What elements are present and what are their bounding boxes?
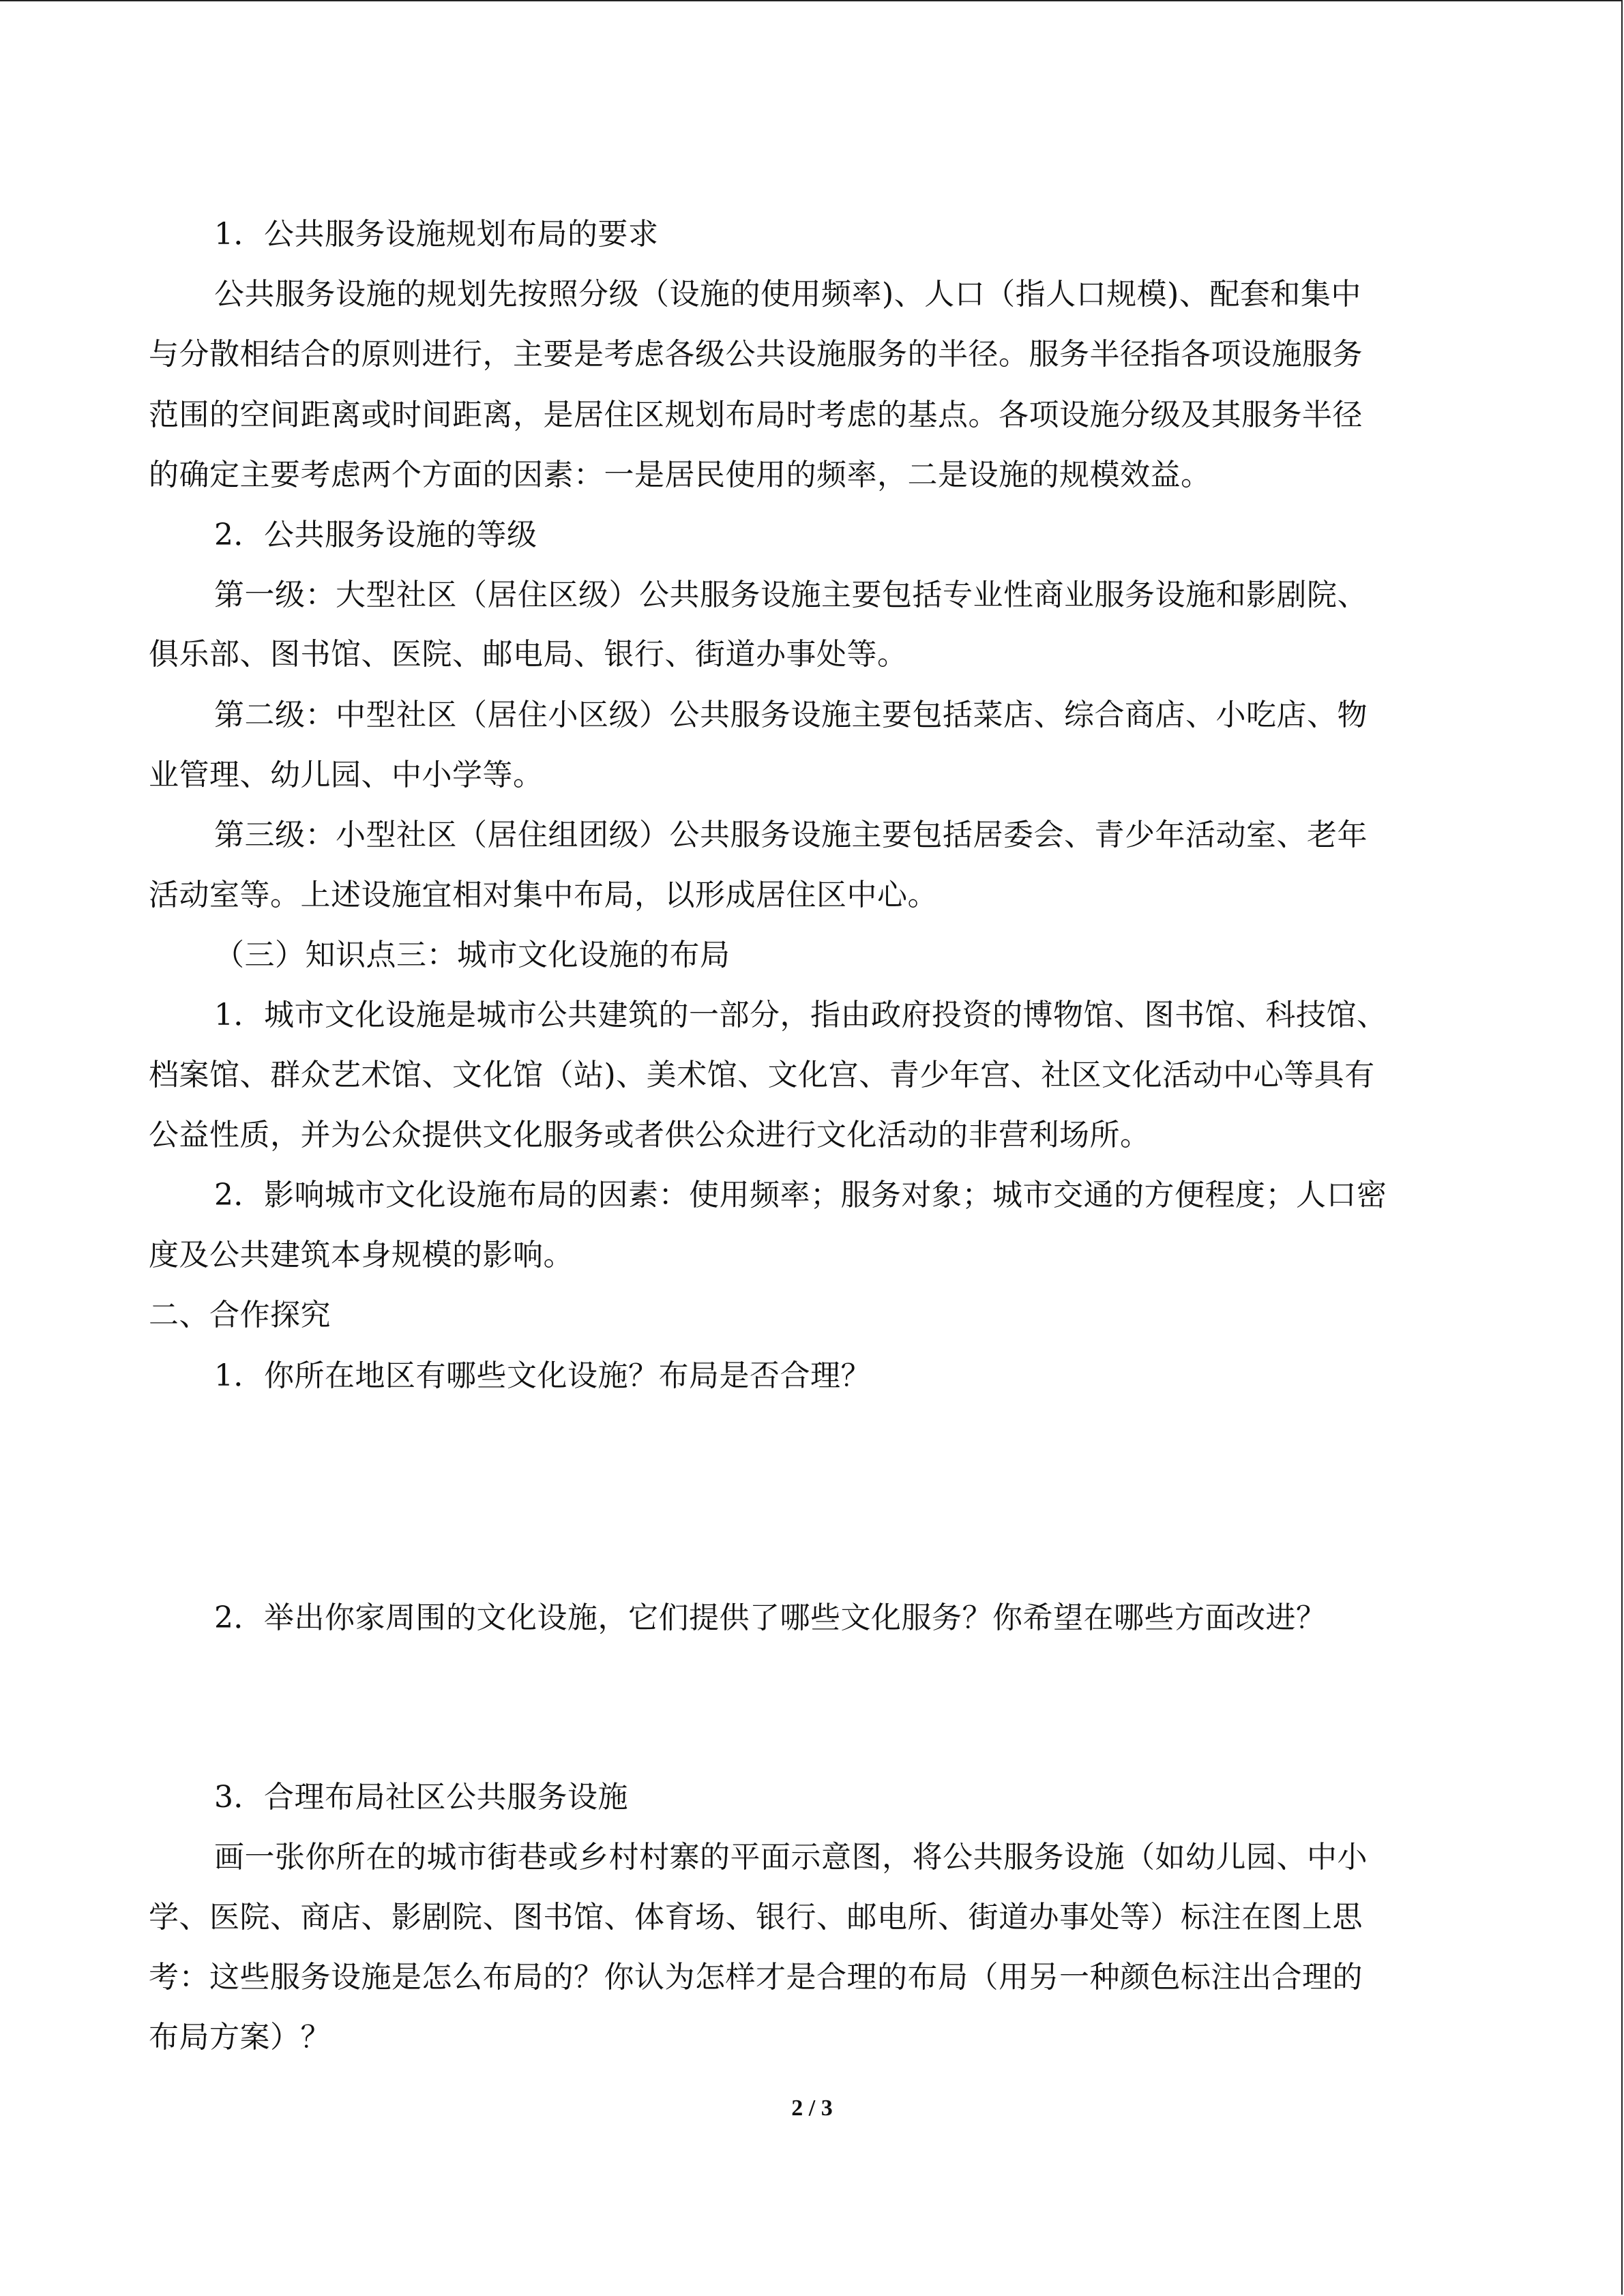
paragraph-line: 画一张你所在的城市街巷或乡村村寨的平面示意图，将公共服务设施（如幼儿园、中小 <box>214 1840 1368 1875</box>
question-2: 2．举出你家周围的文化设施，它们提供了哪些文化服务？你希望在哪些方面改进？ <box>214 1600 1327 1635</box>
paragraph-line: 考：这些服务设施是怎么布局的？你认为怎样才是合理的布局（用另一种颜色标注出合理的 <box>149 1960 1363 1995</box>
paragraph-line: 第一级：大型社区（居住区级）公共服务设施主要包括专业性商业服务设施和影剧院、 <box>214 578 1368 612</box>
paragraph-line: 范围的空间距离或时间距离，是居住区规划布局时考虑的基点。各项设施分级及其服务半径 <box>149 398 1363 432</box>
paragraph-line: 度及公共建筑本身规模的影响。 <box>149 1238 574 1272</box>
paragraph-line: 1．城市文化设施是城市公共建筑的一部分，指由政府投资的博物馆、图书馆、科技馆、 <box>214 998 1387 1032</box>
paragraph-line: 第二级：中型社区（居住小区级）公共服务设施主要包括菜店、综合商店、小吃店、物 <box>214 698 1368 732</box>
paragraph-line: 2．影响城市文化设施布局的因素：使用频率；服务对象；城市交通的方便程度；人口密 <box>214 1178 1387 1212</box>
section-heading-cooperative-inquiry: 二、合作探究 <box>149 1298 331 1332</box>
paragraph-line: 的确定主要考虑两个方面的因素：一是居民使用的频率，二是设施的规模效益。 <box>149 458 1211 492</box>
question-1: 1．你所在地区有哪些文化设施？布局是否合理？ <box>214 1358 871 1393</box>
paragraph-line: 与分散相结合的原则进行，主要是考虑各级公共设施服务的半径。服务半径指各项设施服务 <box>149 337 1363 372</box>
paragraph-line: 活动室等。上述设施宜相对集中布局，以形成居住区中心。 <box>149 878 938 912</box>
question-3-heading: 3．合理布局社区公共服务设施 <box>214 1780 628 1815</box>
paragraph-line: 学、医院、商店、影剧院、图书馆、体育场、银行、邮电所、街道办事处等）标注在图上思 <box>149 1900 1363 1935</box>
heading-1-requirements: 1．公共服务设施规划布局的要求 <box>214 217 659 252</box>
section-heading-knowledge-3: （三）知识点三：城市文化设施的布局 <box>214 938 730 972</box>
paragraph-line: 俱乐部、图书馆、医院、邮电局、银行、街道办事处等。 <box>149 637 908 672</box>
paragraph-line: 公共服务设施的规划先按照分级（设施的使用频率)、人口（指人口规模)、配套和集中 <box>214 277 1361 312</box>
paragraph-line: 档案馆、群众艺术馆、文化馆（站)、美术馆、文化宫、青少年宫、社区文化活动中心等具有 <box>149 1058 1375 1092</box>
heading-2-levels: 2．公共服务设施的等级 <box>214 518 537 552</box>
paragraph-line: 第三级：小型社区（居住组团级）公共服务设施主要包括居委会、青少年活动室、老年 <box>214 818 1368 852</box>
page-number: 2 / 3 <box>791 2096 833 2121</box>
paragraph-line: 业管理、幼儿园、中小学等。 <box>149 758 544 792</box>
paragraph-line: 布局方案）？ <box>149 2020 331 2055</box>
paragraph-line: 公益性质，并为公众提供文化服务或者供公众进行文化活动的非营利场所。 <box>149 1118 1151 1152</box>
